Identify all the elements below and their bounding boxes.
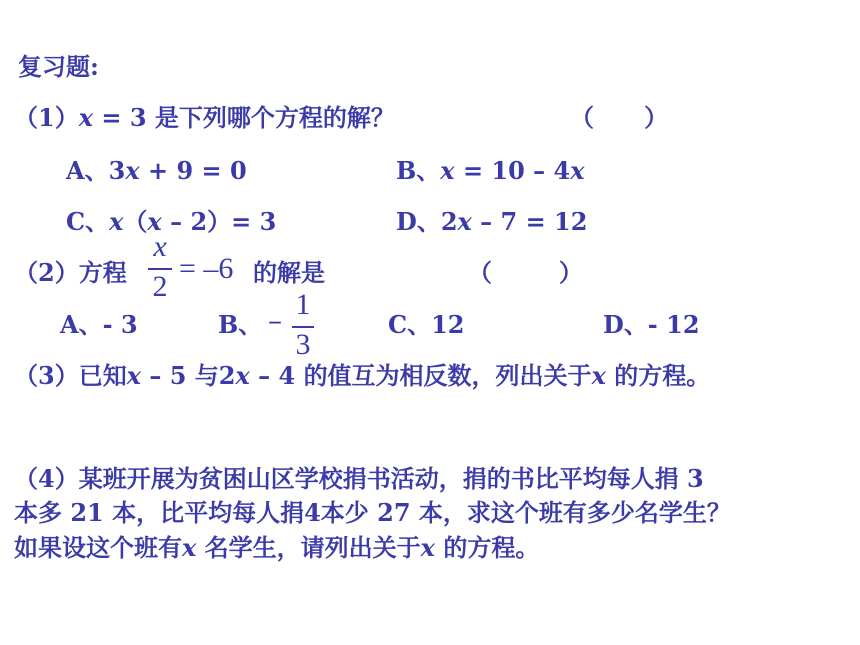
- q1-prefix: （1）: [14, 103, 79, 132]
- q2-option-d: D、- 12: [603, 310, 700, 339]
- q2-b-denominator: 3: [295, 328, 311, 361]
- q1-c-part2: – 2）= 3: [161, 207, 277, 236]
- q3-text-3: 的方程。: [605, 361, 711, 390]
- q1-b-var: x: [440, 156, 455, 185]
- q3-var-2: x: [235, 361, 250, 390]
- question-1: [14, 103, 395, 133]
- q1-c-var2: x: [147, 207, 162, 236]
- q2-b-label: B、: [218, 310, 263, 339]
- question-3: [14, 361, 710, 391]
- q3-var-3: x: [591, 361, 606, 390]
- q2-answer-bracket: （ ）: [468, 258, 583, 287]
- q4-l3-text-b: 名学生，请列出关于: [196, 533, 421, 562]
- q1-b-part: = 10 – 4: [454, 156, 571, 185]
- q1-a-part: 3: [108, 156, 126, 185]
- q2-frac-numerator: x: [153, 230, 167, 263]
- q1-option-b: [396, 156, 585, 186]
- q1-c-var: x: [109, 207, 124, 236]
- q2-option-b: [218, 310, 262, 340]
- q3-var-1: x: [126, 361, 142, 390]
- q1-var: x: [78, 103, 94, 132]
- q2-option-a: A、- 3: [60, 310, 138, 339]
- q1-text: 是下列哪个方程的解？: [154, 103, 395, 132]
- q1-eq: = 3: [93, 103, 155, 132]
- q3-text-1: – 5 与2: [141, 361, 236, 390]
- q3-prefix: （3）已知: [14, 361, 127, 390]
- q3-text-2: – 4 的值互为相反数，列出关于: [249, 361, 592, 390]
- q2-text: 的解是: [253, 258, 325, 287]
- q1-option-d: [396, 207, 587, 237]
- q2-b-fraction: [292, 290, 314, 362]
- q4-line-2: 本多 21 本，比平均每人捐4本少 27 本，求这个班有多少名学生？: [14, 498, 731, 527]
- q4-l3-var: x: [182, 533, 197, 562]
- q4-line-1: （4）某班开展为贫困山区学校捐书活动，捐的书比平均每人捐 3: [14, 464, 704, 493]
- q1-d-part2: – 7 = 12: [471, 207, 588, 236]
- q1-a-label: A、: [66, 156, 109, 185]
- q1-d-var: x: [457, 207, 472, 236]
- q1-c-label: C、: [66, 207, 110, 236]
- q1-d-part: 2: [440, 207, 458, 236]
- q2-frac-denominator: 2: [152, 270, 168, 303]
- q2-b-minus: –: [268, 304, 282, 337]
- q1-d-label: D、: [396, 207, 441, 236]
- q1-a-part2: + 9 = 0: [139, 156, 247, 185]
- q1-b-var2: x: [570, 156, 585, 185]
- q4-l3-text-a: 如果设这个班有: [14, 533, 182, 562]
- q1-a-var: x: [125, 156, 140, 185]
- q2-b-numerator: 1: [295, 288, 311, 321]
- q1-c-part: （: [123, 207, 148, 236]
- q1-option-a: [66, 156, 247, 186]
- q4-l3-var-2: x: [420, 533, 435, 562]
- q1-b-label: B、: [396, 156, 441, 185]
- q4-line-3: [14, 533, 539, 563]
- q1-answer-bracket: （ ）: [570, 103, 669, 132]
- review-title: 复习题:: [18, 52, 99, 81]
- q2-option-c: C、12: [388, 310, 465, 339]
- q2-fraction: [148, 232, 172, 304]
- q4-l3-text-c: 的方程。: [434, 533, 540, 562]
- q2-eq: = –6: [179, 252, 234, 285]
- q2-prefix: （2）方程: [14, 258, 127, 287]
